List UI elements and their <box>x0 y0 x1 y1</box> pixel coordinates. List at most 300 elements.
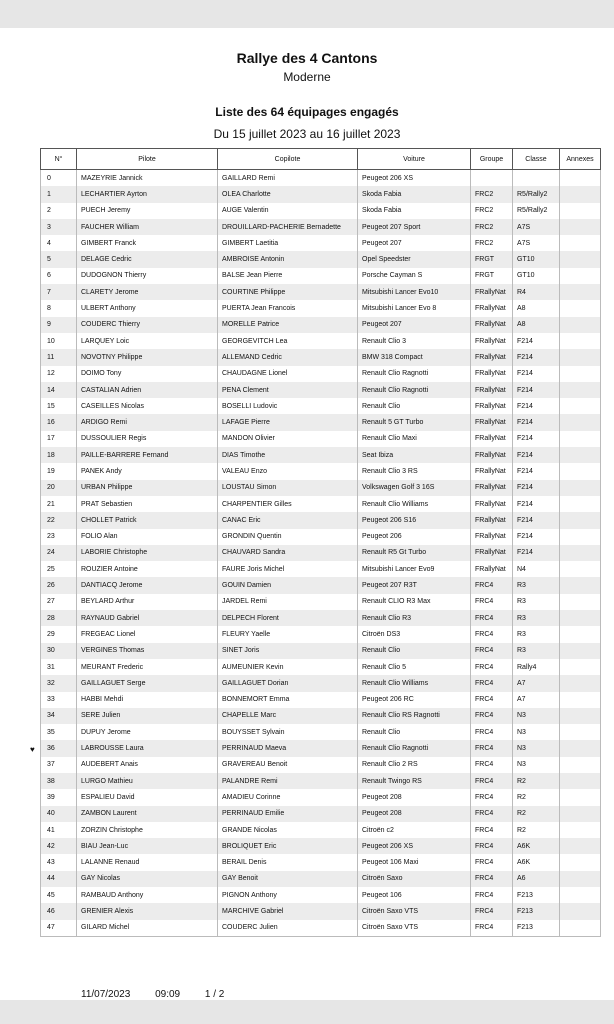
cell-voiture: Mitsubishi Lancer Evo 8 <box>358 300 471 316</box>
cell-copilote: PALANDRE Remi <box>218 773 358 789</box>
table-row <box>41 382 601 398</box>
cell-number: 24 <box>41 545 77 561</box>
cell-groupe: FRC4 <box>471 610 513 626</box>
cell-classe: F214 <box>513 529 560 545</box>
cell-classe: R4 <box>513 284 560 300</box>
cell-classe: A6 <box>513 871 560 887</box>
cell-number: 23 <box>41 529 77 545</box>
cell-classe: R5/Rally2 <box>513 203 560 219</box>
cell-pilote: LARQUEY Loic <box>77 333 218 349</box>
cell-classe: F214 <box>513 496 560 512</box>
table-row <box>41 724 601 740</box>
table-row <box>41 496 601 512</box>
cell-copilote: CHARPENTIER Gilles <box>218 496 358 512</box>
cell-pilote: GIMBERT Franck <box>77 235 218 251</box>
cell-annexes <box>560 512 601 528</box>
cell-annexes <box>560 708 601 724</box>
table-row <box>41 773 601 789</box>
cell-annexes <box>560 170 601 187</box>
cell-groupe: FRC4 <box>471 626 513 642</box>
table-row <box>41 920 601 937</box>
cell-number: 0 <box>41 170 77 187</box>
table-row <box>41 838 601 854</box>
cell-voiture: Renault Clio Ragnotti <box>358 740 471 756</box>
cell-pilote: VERGINES Thomas <box>77 643 218 659</box>
table-row <box>41 561 601 577</box>
cell-pilote: BEYLARD Arthur <box>77 594 218 610</box>
cell-annexes <box>560 186 601 202</box>
cell-copilote: MARCHIVE Gabriel <box>218 903 358 919</box>
cell-copilote: CHAPELLE Marc <box>218 708 358 724</box>
cell-copilote: DELPECH Florent <box>218 610 358 626</box>
cell-groupe: FRGT <box>471 251 513 267</box>
cell-classe: F214 <box>513 431 560 447</box>
cell-pilote: DOIMO Tony <box>77 366 218 382</box>
cell-pilote: HABBI Mehdi <box>77 692 218 708</box>
cell-classe: A6K <box>513 854 560 870</box>
cell-classe: N3 <box>513 757 560 773</box>
column-header-classe: Classe <box>513 149 560 170</box>
table-row <box>41 708 601 724</box>
cell-number: 46 <box>41 903 77 919</box>
cell-classe: R3 <box>513 577 560 593</box>
cell-voiture: Renault Clio 5 <box>358 659 471 675</box>
cell-annexes <box>560 871 601 887</box>
cell-number: 41 <box>41 822 77 838</box>
page-footer <box>81 989 246 1000</box>
cell-classe: R5/Rally2 <box>513 186 560 202</box>
cell-annexes <box>560 268 601 284</box>
cell-pilote: PRAT Sebastien <box>77 496 218 512</box>
cell-number: 40 <box>41 806 77 822</box>
cell-copilote: PENA Clement <box>218 382 358 398</box>
cell-voiture: Skoda Fabia <box>358 186 471 202</box>
cell-number: 2 <box>41 203 77 219</box>
table-row <box>41 887 601 903</box>
cell-annexes <box>560 251 601 267</box>
cell-number: 45 <box>41 887 77 903</box>
cell-voiture: Citroën Saxo <box>358 871 471 887</box>
cell-annexes <box>560 740 601 756</box>
cell-groupe: FRC4 <box>471 594 513 610</box>
cell-voiture: Renault Clio Williams <box>358 496 471 512</box>
cell-pilote: ZORZIN Christophe <box>77 822 218 838</box>
cell-groupe: FRallyNat <box>471 349 513 365</box>
cell-groupe: FRallyNat <box>471 431 513 447</box>
cell-number: 34 <box>41 708 77 724</box>
cell-classe: F213 <box>513 887 560 903</box>
cell-voiture: Renault Clio <box>358 643 471 659</box>
cell-pilote: ARDIGO Remi <box>77 414 218 430</box>
cell-voiture: Renault Clio 3 <box>358 333 471 349</box>
cell-copilote: DIAS Timothe <box>218 447 358 463</box>
cell-copilote: BERAIL Denis <box>218 854 358 870</box>
cell-voiture: Peugeot 206 S16 <box>358 512 471 528</box>
cell-groupe: FRallyNat <box>471 512 513 528</box>
cell-number: 38 <box>41 773 77 789</box>
cell-classe: A6K <box>513 838 560 854</box>
cell-copilote: COURTINE Philippe <box>218 284 358 300</box>
cell-number: 3 <box>41 219 77 235</box>
cell-groupe: FRallyNat <box>471 463 513 479</box>
cell-copilote: VALEAU Enzo <box>218 463 358 479</box>
cell-number: 47 <box>41 920 77 937</box>
cell-annexes <box>560 675 601 691</box>
cell-classe: R2 <box>513 822 560 838</box>
cell-number: 28 <box>41 610 77 626</box>
cell-classe: F214 <box>513 545 560 561</box>
cell-annexes <box>560 529 601 545</box>
cell-groupe: FRC2 <box>471 186 513 202</box>
cell-groupe: FRC4 <box>471 659 513 675</box>
cell-classe: R3 <box>513 610 560 626</box>
cell-number: ♥ 36 <box>41 740 77 756</box>
cell-classe: N3 <box>513 740 560 756</box>
cell-copilote: FAURE Joris Michel <box>218 561 358 577</box>
cell-groupe: FRC4 <box>471 789 513 805</box>
cell-annexes <box>560 496 601 512</box>
cell-copilote: MORELLE Patrice <box>218 317 358 333</box>
cell-annexes <box>560 235 601 251</box>
cell-annexes <box>560 561 601 577</box>
cell-pilote: ESPALIEU David <box>77 789 218 805</box>
cell-groupe: FRC4 <box>471 757 513 773</box>
cell-pilote: COUDERC Thierry <box>77 317 218 333</box>
cell-pilote: LURGO Mathieu <box>77 773 218 789</box>
cell-number: 9 <box>41 317 77 333</box>
cell-copilote: GIMBERT Laetitia <box>218 235 358 251</box>
table-row <box>41 789 601 805</box>
table-row <box>41 545 601 561</box>
cell-number: 29 <box>41 626 77 642</box>
cell-copilote: GAILLAGUET Dorian <box>218 675 358 691</box>
cell-number: 7 <box>41 284 77 300</box>
table-row <box>41 366 601 382</box>
cell-copilote: CHAUDAGNE Lionel <box>218 366 358 382</box>
cell-copilote: AMADIEU Corinne <box>218 789 358 805</box>
cell-groupe: FRC2 <box>471 203 513 219</box>
cell-annexes <box>560 349 601 365</box>
cell-pilote: RAYNAUD Gabriel <box>77 610 218 626</box>
cell-annexes <box>560 594 601 610</box>
cell-number: 1 <box>41 186 77 202</box>
cell-annexes <box>560 219 601 235</box>
viewer-bottom-bar <box>0 1000 614 1024</box>
cell-voiture: Renault Clio <box>358 398 471 414</box>
cell-pilote: GAY Nicolas <box>77 871 218 887</box>
cell-pilote: DUDOGNON Thierry <box>77 268 218 284</box>
cell-number: 14 <box>41 382 77 398</box>
table-row <box>41 675 601 691</box>
cell-groupe: FRallyNat <box>471 284 513 300</box>
cell-annexes <box>560 806 601 822</box>
cell-classe: R2 <box>513 789 560 805</box>
cell-annexes <box>560 366 601 382</box>
cell-voiture: Renault Clio 3 RS <box>358 463 471 479</box>
table-row <box>41 806 601 822</box>
cell-voiture: Peugeot 106 <box>358 887 471 903</box>
cell-annexes <box>560 643 601 659</box>
footer-time: 09:09 <box>155 989 181 1000</box>
cell-copilote: BROLIQUET Eric <box>218 838 358 854</box>
cell-pilote: GRENIER Alexis <box>77 903 218 919</box>
table-row <box>41 871 601 887</box>
cell-copilote: PUERTA Jean Francois <box>218 300 358 316</box>
cell-voiture: Renault Clio R3 <box>358 610 471 626</box>
cell-copilote: BOUYSSET Sylvain <box>218 724 358 740</box>
cell-classe: A8 <box>513 317 560 333</box>
cell-voiture: Citroën Saxo VTS <box>358 920 471 937</box>
cell-classe: GT10 <box>513 251 560 267</box>
cell-groupe: FRGT <box>471 268 513 284</box>
table-row <box>41 235 601 251</box>
cell-voiture: Citroën DS3 <box>358 626 471 642</box>
table-row <box>41 398 601 414</box>
cell-annexes <box>560 920 601 937</box>
cell-pilote: PANEK Andy <box>77 463 218 479</box>
cell-classe: Rally4 <box>513 659 560 675</box>
cell-voiture: Mitsubishi Lancer Evo10 <box>358 284 471 300</box>
cell-annexes <box>560 773 601 789</box>
cell-pilote: MEURANT Frederic <box>77 659 218 675</box>
date-range: Du 15 juillet 2023 au 16 juillet 2023 <box>213 127 401 141</box>
table-header-row <box>41 149 601 170</box>
table-row <box>41 577 601 593</box>
cell-pilote: URBAN Philippe <box>77 480 218 496</box>
cell-annexes <box>560 626 601 642</box>
cell-voiture: Volkswagen Golf 3 16S <box>358 480 471 496</box>
cell-pilote: FREGEAC Lionel <box>77 626 218 642</box>
table-row <box>41 740 601 756</box>
cell-number: 26 <box>41 577 77 593</box>
cell-pilote: GAILLAGUET Serge <box>77 675 218 691</box>
cell-copilote: AMBROISE Antonin <box>218 251 358 267</box>
cell-groupe: FRC4 <box>471 838 513 854</box>
cell-copilote: JARDEL Remi <box>218 594 358 610</box>
cell-classe: GT10 <box>513 268 560 284</box>
cell-copilote: MANDON Olivier <box>218 431 358 447</box>
table-row <box>41 251 601 267</box>
cell-groupe: FRC4 <box>471 903 513 919</box>
cell-number: 32 <box>41 675 77 691</box>
cell-number: 22 <box>41 512 77 528</box>
document-page <box>0 28 614 1000</box>
cell-annexes <box>560 610 601 626</box>
cell-copilote: PIGNON Anthony <box>218 887 358 903</box>
table-row <box>41 692 601 708</box>
cell-voiture: Renault Twingo RS <box>358 773 471 789</box>
cell-copilote: COUDERC Julien <box>218 920 358 937</box>
document-subtitle: Moderne <box>283 70 331 84</box>
cell-pilote: CLARETY Jerome <box>77 284 218 300</box>
cell-annexes <box>560 545 601 561</box>
cell-voiture: Peugeot 206 XS <box>358 838 471 854</box>
cell-annexes <box>560 333 601 349</box>
cell-copilote: BONNEMORT Emma <box>218 692 358 708</box>
cell-copilote: GRAVEREAU Benoit <box>218 757 358 773</box>
cell-classe: R3 <box>513 643 560 659</box>
cell-number: 10 <box>41 333 77 349</box>
cell-copilote: GRONDIN Quentin <box>218 529 358 545</box>
cell-number: 37 <box>41 757 77 773</box>
cell-groupe: FRC4 <box>471 724 513 740</box>
cell-number: 43 <box>41 854 77 870</box>
cell-pilote: GILARD Michel <box>77 920 218 937</box>
table-row <box>41 414 601 430</box>
cell-voiture: Peugeot 207 <box>358 317 471 333</box>
cell-groupe: FRallyNat <box>471 561 513 577</box>
cell-copilote: DROUILLARD-PACHERIE Bernadette <box>218 219 358 235</box>
cell-classe: A8 <box>513 300 560 316</box>
cell-annexes <box>560 757 601 773</box>
table-row <box>41 822 601 838</box>
entries-table <box>30 148 601 937</box>
cell-number: 11 <box>41 349 77 365</box>
cell-groupe: FRallyNat <box>471 366 513 382</box>
table-row <box>41 219 601 235</box>
cell-number: 8 <box>41 300 77 316</box>
cell-voiture: Renault R5 Gt Turbo <box>358 545 471 561</box>
cell-number: 19 <box>41 463 77 479</box>
cell-groupe: FRallyNat <box>471 496 513 512</box>
cell-groupe: FRallyNat <box>471 545 513 561</box>
cell-groupe: FRC4 <box>471 675 513 691</box>
cell-groupe: FRallyNat <box>471 333 513 349</box>
cell-annexes <box>560 414 601 430</box>
cell-annexes <box>560 284 601 300</box>
cell-number: 33 <box>41 692 77 708</box>
column-header-groupe: Groupe <box>471 149 513 170</box>
cell-voiture: Renault 5 GT Turbo <box>358 414 471 430</box>
cell-pilote: CHOLLET Patrick <box>77 512 218 528</box>
cell-voiture: Peugeot 208 <box>358 806 471 822</box>
cell-pilote: NOVOTNY Philippe <box>77 349 218 365</box>
cell-number: 20 <box>41 480 77 496</box>
cell-groupe: FRC4 <box>471 854 513 870</box>
cell-annexes <box>560 203 601 219</box>
cell-groupe: FRallyNat <box>471 382 513 398</box>
cell-voiture: Renault Clio Ragnotti <box>358 382 471 398</box>
cell-classe: F214 <box>513 398 560 414</box>
table-row <box>41 643 601 659</box>
table-row <box>41 186 601 202</box>
cell-pilote: LALANNE Renaud <box>77 854 218 870</box>
cell-annexes <box>560 447 601 463</box>
cell-pilote: LABORIE Christophe <box>77 545 218 561</box>
cell-classe: A7S <box>513 219 560 235</box>
cell-groupe: FRallyNat <box>471 529 513 545</box>
list-title: Liste des 64 équipages engagés <box>215 105 399 119</box>
cell-copilote: CHAUVARD Sandra <box>218 545 358 561</box>
table-row <box>41 349 601 365</box>
cell-voiture: Citroën c2 <box>358 822 471 838</box>
cell-groupe: FRallyNat <box>471 447 513 463</box>
cell-voiture: Citroën Saxo VTS <box>358 903 471 919</box>
viewer-top-bar <box>0 0 614 28</box>
column-header-number: N° <box>41 149 77 170</box>
cell-number: 30 <box>41 643 77 659</box>
cell-voiture: Peugeot 207 <box>358 235 471 251</box>
cell-pilote: PUECH Jeremy <box>77 203 218 219</box>
cell-classe <box>513 170 560 187</box>
cell-voiture: Peugeot 106 Maxi <box>358 854 471 870</box>
cell-copilote: GEORGEVITCH Lea <box>218 333 358 349</box>
cell-groupe: FRallyNat <box>471 480 513 496</box>
cell-pilote: ROUZIER Antoine <box>77 561 218 577</box>
cell-annexes <box>560 789 601 805</box>
table-row <box>41 463 601 479</box>
cell-annexes <box>560 887 601 903</box>
cell-voiture: Renault Clio <box>358 724 471 740</box>
cell-copilote: AUMEUNIER Kevin <box>218 659 358 675</box>
table-row <box>41 300 601 316</box>
cell-annexes <box>560 692 601 708</box>
cell-groupe: FRC4 <box>471 822 513 838</box>
cell-annexes <box>560 822 601 838</box>
cell-annexes <box>560 724 601 740</box>
cell-pilote: LECHARTIER Ayrton <box>77 186 218 202</box>
cell-number: 5 <box>41 251 77 267</box>
cell-pilote: FAUCHER William <box>77 219 218 235</box>
cell-voiture: Peugeot 207 Sport <box>358 219 471 235</box>
cell-classe: F214 <box>513 349 560 365</box>
cell-pilote: PAILLE-BARRERE Fernand <box>77 447 218 463</box>
cell-groupe: FRC4 <box>471 643 513 659</box>
cell-groupe: FRC4 <box>471 692 513 708</box>
heart-icon: ♥ <box>30 745 35 755</box>
cell-classe: F214 <box>513 333 560 349</box>
table-row <box>41 903 601 919</box>
cell-number: 12 <box>41 366 77 382</box>
cell-classe: N3 <box>513 708 560 724</box>
cell-voiture: Seat Ibiza <box>358 447 471 463</box>
cell-classe: N3 <box>513 724 560 740</box>
cell-groupe: FRC4 <box>471 920 513 937</box>
cell-pilote: AUDEBERT Anais <box>77 757 218 773</box>
cell-number: 39 <box>41 789 77 805</box>
cell-pilote: DUPUY Jerome <box>77 724 218 740</box>
cell-copilote: GOUIN Damien <box>218 577 358 593</box>
cell-classe: A7 <box>513 675 560 691</box>
table-row <box>41 854 601 870</box>
table-row <box>41 203 601 219</box>
cell-number: 27 <box>41 594 77 610</box>
cell-pilote: LABROUSSE Laura <box>77 740 218 756</box>
cell-groupe: FRC4 <box>471 887 513 903</box>
cell-groupe: FRallyNat <box>471 398 513 414</box>
cell-classe: F214 <box>513 414 560 430</box>
cell-pilote: CASEILLES Nicolas <box>77 398 218 414</box>
cell-annexes <box>560 431 601 447</box>
cell-copilote: LOUSTAU Simon <box>218 480 358 496</box>
cell-groupe: FRC4 <box>471 871 513 887</box>
cell-pilote: ULBERT Anthony <box>77 300 218 316</box>
cell-classe: R2 <box>513 806 560 822</box>
cell-number: 44 <box>41 871 77 887</box>
cell-voiture: Peugeot 206 RC <box>358 692 471 708</box>
column-header-voiture: Voiture <box>358 149 471 170</box>
cell-copilote: OLEA Charlotte <box>218 186 358 202</box>
cell-number: 18 <box>41 447 77 463</box>
cell-classe: R3 <box>513 626 560 642</box>
cell-copilote: PERRINAUD Emilie <box>218 806 358 822</box>
cell-voiture: Peugeot 206 <box>358 529 471 545</box>
column-header-copilote: Copilote <box>218 149 358 170</box>
cell-annexes <box>560 854 601 870</box>
document-title: Rallye des 4 Cantons <box>236 50 378 66</box>
table-row <box>41 480 601 496</box>
table-row <box>41 529 601 545</box>
